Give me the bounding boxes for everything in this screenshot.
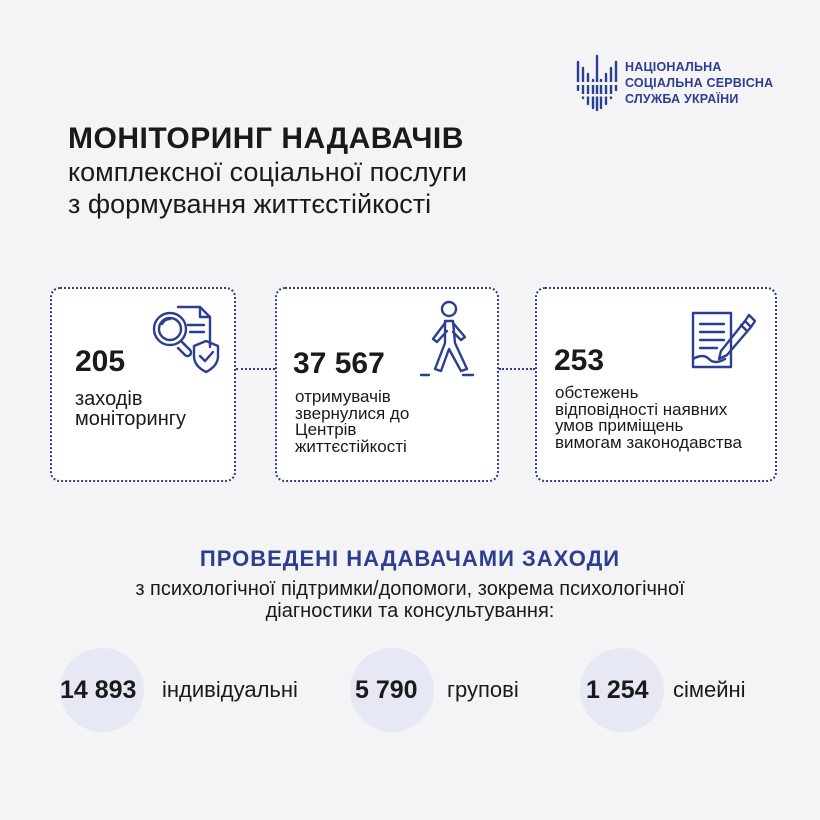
stat-label: індивідуальні	[162, 677, 298, 702]
logo-line-2: СОЦІАЛЬНА СЕРВІСНА	[625, 76, 774, 90]
card-text-line: умов приміщень	[555, 416, 684, 435]
card-text-line: звернулися до	[295, 403, 410, 423]
card-number: 253	[554, 344, 605, 377]
section-subtitle	[0, 578, 820, 622]
card-text-line: вимогам законодавства	[555, 432, 742, 452]
card-description	[555, 385, 742, 451]
stat-card-recipients	[275, 287, 499, 482]
card-description	[75, 389, 186, 429]
section-subtitle-line: діагностики та консультування:	[265, 600, 555, 622]
stat-label: сімейні	[673, 677, 746, 702]
card-connector-1	[236, 368, 275, 370]
magnifier-document-shield-icon	[148, 301, 226, 379]
stat-value: 5 790	[355, 676, 418, 704]
card-description	[295, 389, 409, 455]
card-text-line: заходів	[75, 388, 143, 410]
logo-line-3: СЛУЖБА УКРАЇНИ	[625, 92, 739, 106]
logo-text	[625, 59, 773, 107]
title-sub-line-2: з формування життєстійкості	[68, 189, 432, 219]
section-title: ПРОВЕДЕНІ НАДАВАЧАМИ ЗАХОДИ	[199, 546, 621, 571]
card-text-line: обстежень	[555, 383, 639, 402]
trident-emblem-icon	[575, 52, 619, 112]
card-text-line: отримувачів	[295, 387, 391, 406]
logo-line-1: НАЦІОНАЛЬНА	[625, 60, 722, 74]
logo	[575, 52, 795, 112]
card-text-line: відповідності наявних	[555, 399, 728, 419]
stat-label: групові	[447, 677, 519, 702]
page-title	[68, 122, 467, 220]
title-main: МОНІТОРИНГ НАДАВАЧІВ	[68, 122, 464, 155]
section-subtitle-line: з психологічної підтримки/допомоги, зокрема психологічної	[135, 578, 685, 600]
title-sub-line-1: комплексної соціальної послуги	[68, 157, 468, 187]
stat-value: 14 893	[60, 676, 137, 704]
stat-card-inspections	[535, 287, 777, 482]
stat-value: 1 254	[586, 676, 649, 704]
card-number: 205	[75, 345, 126, 378]
stat-card-monitoring	[50, 287, 236, 482]
card-text-line: Центрів	[295, 420, 357, 439]
card-text-line: моніторингу	[75, 408, 187, 430]
card-text-line: життєстійкості	[295, 436, 407, 456]
walking-person-icon	[417, 299, 475, 381]
card-number: 37 567	[293, 347, 385, 380]
card-connector-2	[499, 368, 535, 370]
document-pen-icon	[687, 307, 757, 375]
